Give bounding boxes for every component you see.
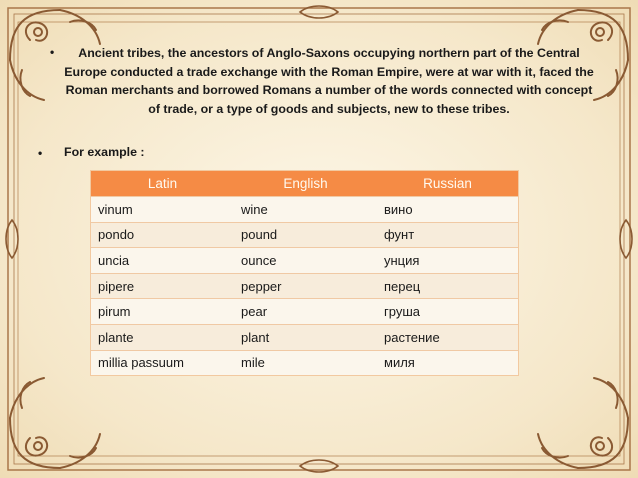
header-latin: Latin [91,171,235,197]
cell-latin: plante [91,324,235,350]
header-english: English [234,171,377,197]
header-russian: Russian [377,171,519,197]
cell-latin: vinum [91,197,235,223]
table-row [91,248,519,274]
intro-paragraph: Ancient tribes, the ancestors of Anglo-Saxons occupying northern part of the Central Europe conducted a trade exchange with the Roman Empire, were at war with it, faced the Roman merchants and borrowed Romans a number of the words connected with concept of trade, or a type of goods and subjects, new to these tribes. [64,46,594,116]
table-row [91,324,519,350]
cell-english: pepper [234,273,377,299]
table-row [91,273,519,299]
table-header-row [91,171,519,197]
table-row [91,299,519,325]
example-label: For example : [64,145,145,159]
cell-russian: вино [377,197,519,223]
cell-english: plant [234,324,377,350]
table-row [91,197,519,223]
cell-latin: pipere [91,273,235,299]
cell-english: wine [234,197,377,223]
cell-russian: груша [377,299,519,325]
cell-latin: pondo [91,222,235,248]
cell-russian: фунт [377,222,519,248]
cell-latin: pirum [91,299,235,325]
cell-russian: миля [377,350,519,376]
cell-english: mile [234,350,377,376]
word-table [90,170,519,376]
cell-english: ounce [234,248,377,274]
table-row [91,350,519,376]
intro-bullet: • [50,45,55,59]
cell-russian: растение [377,324,519,350]
cell-english: pear [234,299,377,325]
example-bullet: • [38,146,43,160]
cell-latin: uncia [91,248,235,274]
table-row [91,222,519,248]
cell-russian: перец [377,273,519,299]
cell-russian: унция [377,248,519,274]
cell-latin: millia passuum [91,350,235,376]
cell-english: pound [234,222,377,248]
